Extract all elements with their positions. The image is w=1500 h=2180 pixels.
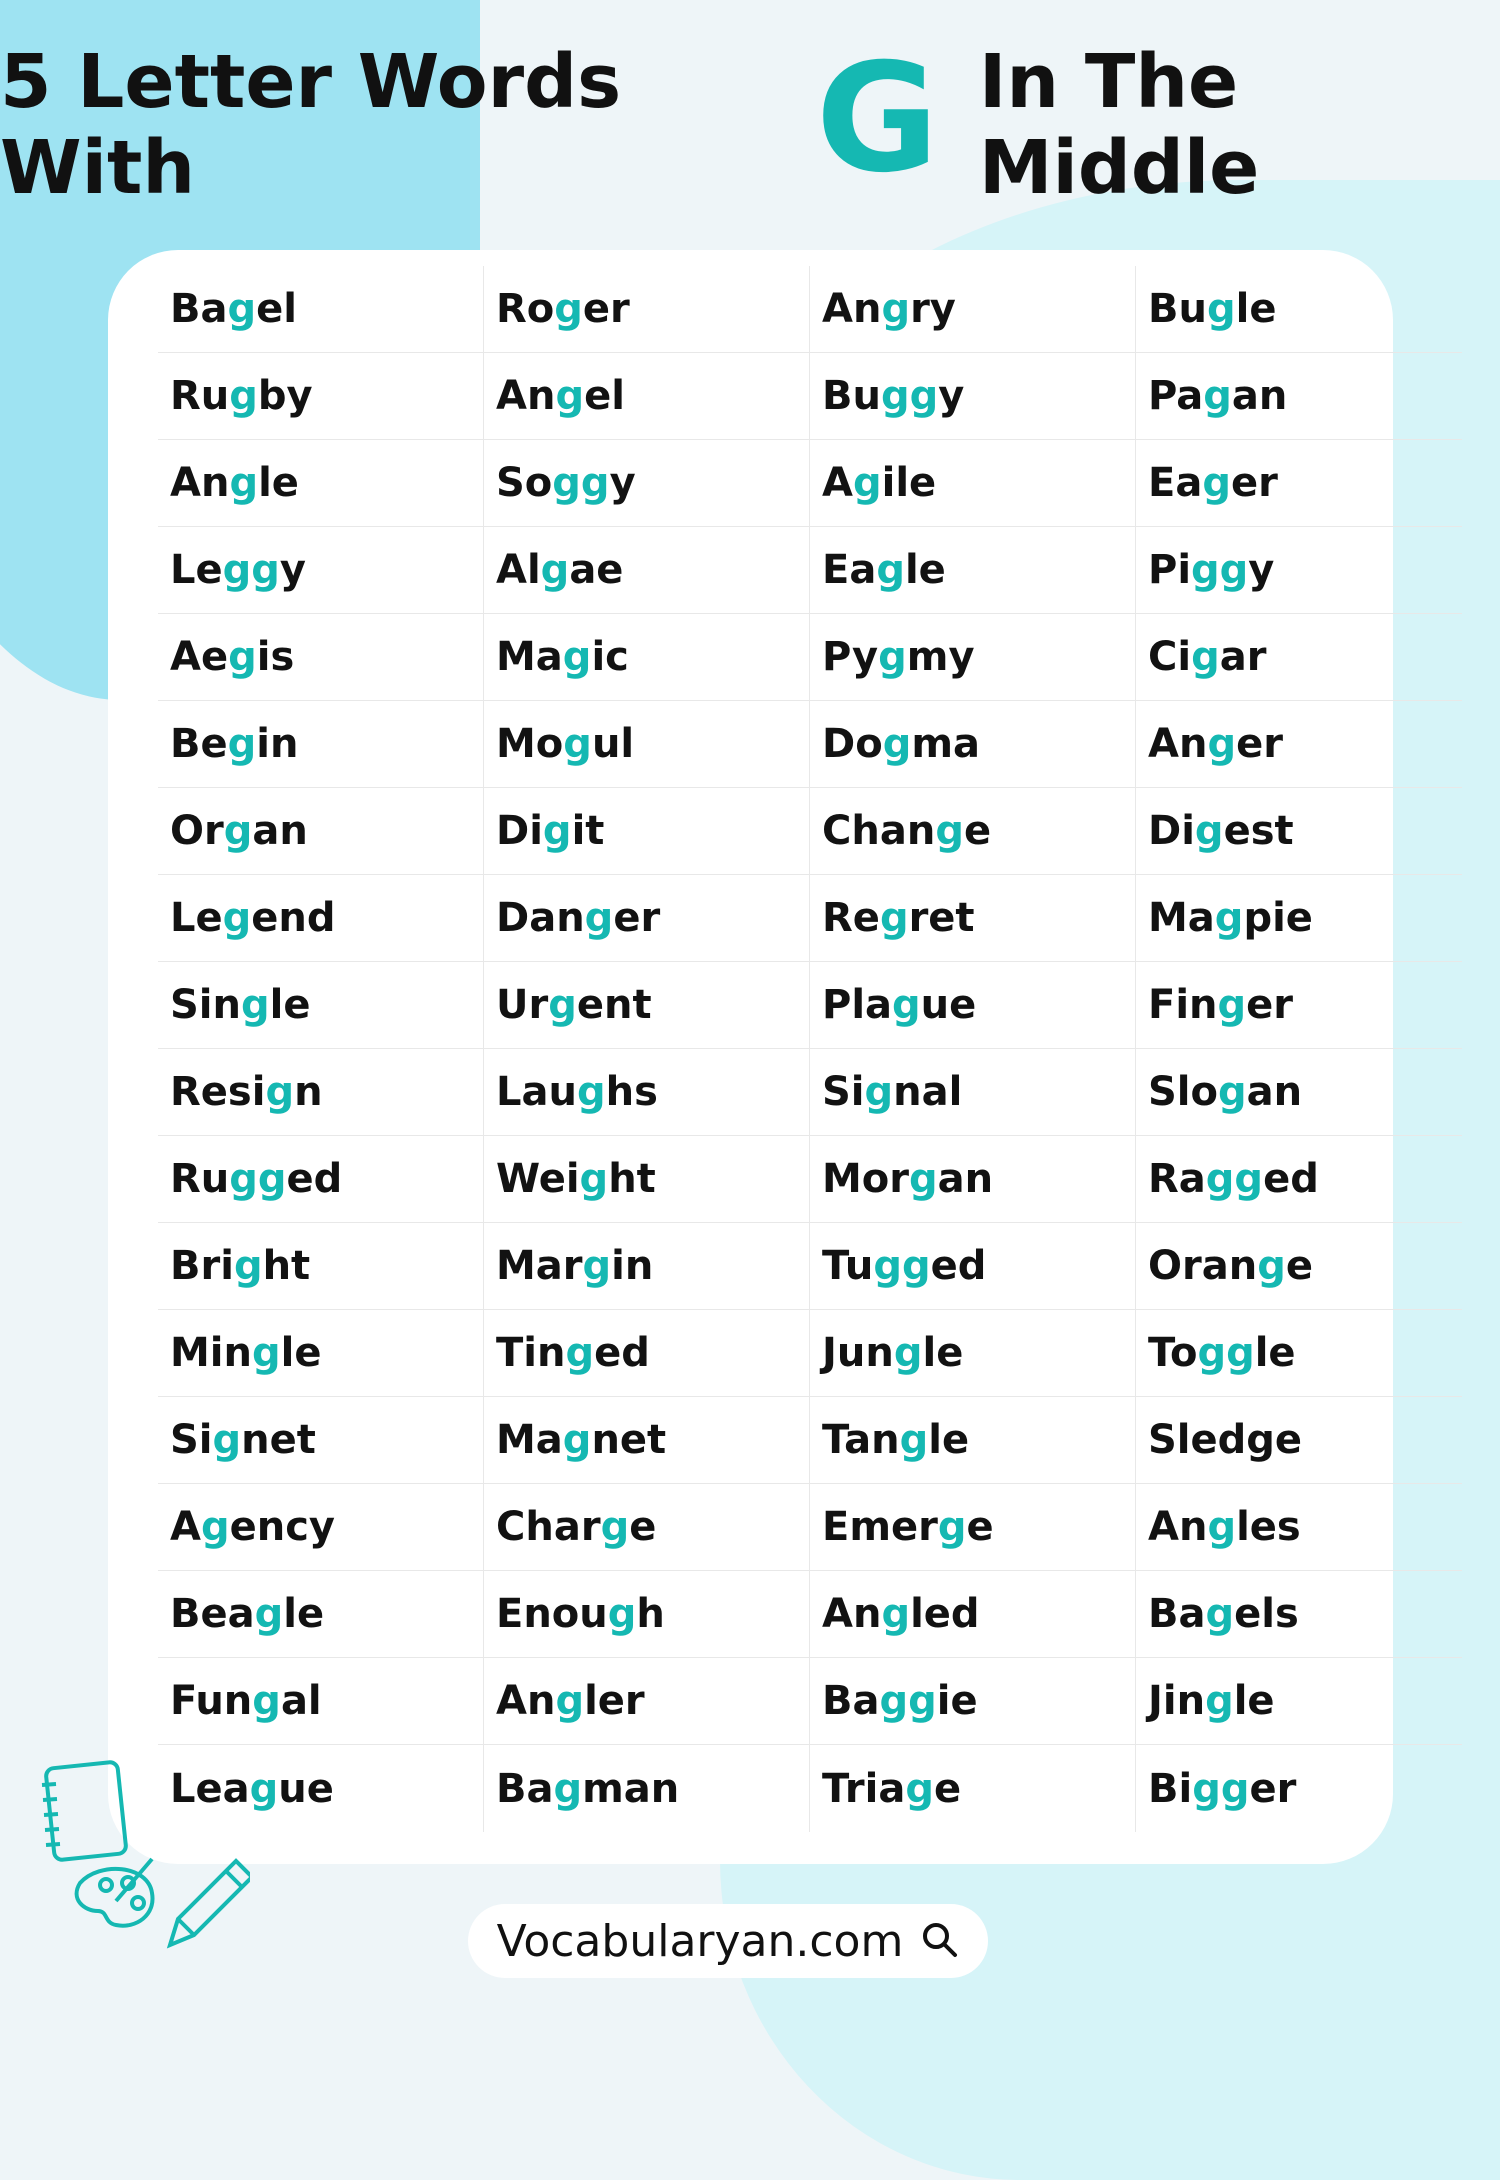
- word-prefix: Ma: [496, 1417, 563, 1463]
- word-suffix: ul: [591, 721, 635, 767]
- word-highlight: g: [1217, 982, 1247, 1028]
- word-cell: [1136, 1136, 1462, 1223]
- word-suffix: le: [269, 982, 311, 1028]
- word-prefix: Char: [496, 1504, 601, 1550]
- word-cell: [158, 701, 484, 788]
- word-cell: [810, 440, 1136, 527]
- word-prefix: Lau: [496, 1069, 577, 1115]
- word-prefix: Resi: [170, 1069, 266, 1115]
- word-highlight: g: [1214, 895, 1244, 941]
- word-prefix: Di: [496, 808, 543, 854]
- word-highlight: g: [893, 1330, 923, 1376]
- word-highlight: gg: [1205, 1156, 1264, 1202]
- word-highlight: g: [876, 547, 905, 593]
- word-highlight: g: [1257, 1243, 1286, 1289]
- word-cell: [484, 701, 810, 788]
- word-cell: [484, 875, 810, 962]
- word-prefix: Ba: [170, 286, 228, 332]
- word-cell: [484, 266, 810, 353]
- pencil-icon: [170, 1861, 250, 1945]
- word-suffix: end: [251, 895, 336, 941]
- word-prefix: Dan: [496, 895, 585, 941]
- word-highlight: g: [892, 982, 921, 1028]
- word-highlight: gg: [1192, 1765, 1250, 1812]
- word-suffix: ht: [608, 1156, 656, 1202]
- word-highlight: g: [252, 1678, 281, 1724]
- word-suffix: e: [963, 808, 992, 854]
- word-highlight: g: [584, 895, 614, 941]
- word-cell: [810, 962, 1136, 1049]
- word-highlight: g: [241, 982, 270, 1028]
- word-cell: [158, 1571, 484, 1658]
- word-suffix: le: [928, 1417, 970, 1463]
- word-cell: [1136, 440, 1462, 527]
- word-highlight: g: [881, 1591, 911, 1637]
- word-cell: [484, 1745, 810, 1832]
- word-cell: [810, 1484, 1136, 1571]
- word-highlight: g: [227, 286, 257, 332]
- word-highlight: g: [600, 1504, 630, 1550]
- word-suffix: ue: [920, 982, 977, 1028]
- word-cell: [810, 1745, 1136, 1832]
- word-suffix: in: [611, 1243, 654, 1289]
- word-highlight: g: [881, 286, 911, 332]
- word-prefix: Ro: [496, 286, 555, 332]
- footer-site-badge[interactable]: [468, 1904, 988, 1978]
- word-prefix: Lea: [170, 1765, 250, 1812]
- word-prefix: Ma: [1148, 895, 1215, 941]
- word-suffix: le: [258, 460, 299, 506]
- word-highlight: g: [565, 1330, 595, 1376]
- word-cell: [1136, 962, 1462, 1049]
- word-suffix: er: [1246, 982, 1294, 1028]
- word-cell: [484, 527, 810, 614]
- word-highlight: g: [899, 1417, 929, 1463]
- word-prefix: Do: [822, 721, 883, 767]
- word-suffix: e: [933, 1765, 962, 1812]
- word-suffix: er: [613, 895, 661, 941]
- title-suffix: In The Middle: [978, 39, 1260, 211]
- word-prefix: Le: [170, 547, 223, 593]
- word-highlight: g: [555, 1678, 585, 1724]
- word-cell: [1136, 353, 1462, 440]
- decor-icons: [20, 1755, 250, 1959]
- word-suffix: man: [582, 1765, 680, 1812]
- word-cell: [158, 1223, 484, 1310]
- word-cell: [1136, 1571, 1462, 1658]
- word-highlight: gg: [222, 547, 280, 593]
- word-prefix: Bu: [822, 373, 881, 419]
- word-highlight: g: [562, 1417, 592, 1463]
- word-suffix: ht: [262, 1243, 311, 1289]
- word-cell: [1136, 1745, 1462, 1832]
- word-suffix: e: [1285, 1243, 1313, 1289]
- word-cell: [1136, 1223, 1462, 1310]
- word-highlight: g: [1205, 1591, 1235, 1637]
- word-suffix: my: [906, 634, 975, 680]
- word-suffix: ma: [911, 721, 980, 767]
- word-highlight: g: [540, 547, 570, 593]
- word-suffix: an: [252, 808, 308, 854]
- word-highlight: gg: [1191, 547, 1249, 593]
- word-highlight: gg: [879, 1678, 937, 1724]
- word-prefix: Si: [822, 1069, 865, 1115]
- word-prefix: An: [496, 373, 556, 419]
- word-suffix: le: [1233, 1678, 1275, 1724]
- word-cell: [484, 1484, 810, 1571]
- word-cell: [1136, 527, 1462, 614]
- word-prefix: An: [496, 1678, 556, 1724]
- word-cell: [484, 1223, 810, 1310]
- word-prefix: An: [822, 286, 882, 332]
- word-prefix: Di: [1148, 808, 1195, 854]
- word-prefix: Sin: [170, 982, 241, 1028]
- word-prefix: A: [170, 1504, 201, 1550]
- word-prefix: An: [822, 1591, 882, 1637]
- word-prefix: An: [1148, 1504, 1208, 1550]
- word-highlight: g: [562, 634, 592, 680]
- word-prefix: Ru: [170, 373, 230, 419]
- word-prefix: Mar: [496, 1243, 583, 1289]
- word-cell: [810, 875, 1136, 962]
- word-highlight: g: [229, 460, 259, 506]
- word-cell: [158, 440, 484, 527]
- word-highlight: g: [200, 1504, 230, 1550]
- word-cell: [810, 1571, 1136, 1658]
- palette-icon: [77, 1859, 153, 1926]
- word-cell: [1136, 614, 1462, 701]
- word-prefix: Pi: [1148, 547, 1192, 593]
- word-prefix: Py: [822, 634, 879, 680]
- word-cell: [484, 1049, 810, 1136]
- word-highlight: g: [909, 1156, 938, 1202]
- word-suffix: ed: [930, 1243, 987, 1289]
- word-highlight: g: [563, 721, 592, 767]
- word-cell: [1136, 1658, 1462, 1745]
- word-highlight: gg: [880, 373, 939, 419]
- word-suffix: ler: [584, 1678, 645, 1724]
- word-cell: [1136, 875, 1462, 962]
- word-suffix: e: [966, 1504, 994, 1550]
- word-cell: [1136, 1310, 1462, 1397]
- word-prefix: Wei: [496, 1156, 580, 1202]
- word-cell: [810, 1223, 1136, 1310]
- word-suffix: in: [256, 721, 299, 767]
- word-highlight: g: [576, 1069, 606, 1115]
- word-cell: [484, 440, 810, 527]
- word-highlight: g: [1207, 721, 1237, 767]
- word-prefix: Ae: [170, 634, 229, 680]
- word-prefix: To: [1148, 1330, 1198, 1376]
- word-highlight: g: [228, 634, 257, 680]
- word-highlight: g: [1218, 1069, 1247, 1115]
- word-cell: [484, 1310, 810, 1397]
- word-cell: [810, 788, 1136, 875]
- word-highlight: gg: [552, 460, 610, 506]
- word-cell: [158, 527, 484, 614]
- word-cell: [158, 353, 484, 440]
- word-suffix: ret: [908, 895, 975, 941]
- word-highlight: g: [1202, 460, 1231, 506]
- title-letter: G: [815, 32, 939, 206]
- word-highlight: g: [1203, 373, 1232, 419]
- word-prefix: Pla: [822, 982, 893, 1028]
- word-prefix: Ba: [1148, 1591, 1206, 1637]
- word-highlight: g: [553, 1765, 583, 1812]
- word-highlight: g: [1207, 1504, 1237, 1550]
- word-suffix: el: [256, 286, 297, 332]
- word-suffix: le: [1254, 1330, 1296, 1376]
- word-suffix: an: [1246, 1069, 1303, 1115]
- word-suffix: an: [937, 1156, 994, 1202]
- word-cell: [158, 1136, 484, 1223]
- word-highlight: gg: [1197, 1330, 1255, 1376]
- word-highlight: g: [935, 808, 964, 854]
- word-highlight: g: [1205, 1678, 1234, 1724]
- word-prefix: Al: [496, 547, 541, 593]
- word-prefix: Min: [170, 1330, 252, 1376]
- word-suffix: nal: [893, 1069, 963, 1115]
- word-highlight: g: [1194, 808, 1224, 854]
- notebook-icon: [42, 1761, 127, 1860]
- word-cell: [810, 1136, 1136, 1223]
- word-prefix: Mor: [822, 1156, 910, 1202]
- page-title: [0, 32, 1500, 211]
- word-prefix: Tin: [496, 1330, 566, 1376]
- word-cell: [810, 1310, 1136, 1397]
- word-suffix: y: [609, 460, 636, 506]
- word-prefix: So: [496, 460, 553, 506]
- word-cell: [810, 1397, 1136, 1484]
- word-cell: [1136, 1484, 1462, 1571]
- word-prefix: Ru: [170, 1156, 230, 1202]
- word-suffix: ed: [1263, 1156, 1319, 1202]
- word-suffix: le: [904, 547, 946, 593]
- word-prefix: Fin: [1148, 982, 1218, 1028]
- search-icon[interactable]: [919, 1919, 959, 1963]
- word-highlight: g: [879, 895, 909, 941]
- word-highlight: g: [1206, 286, 1236, 332]
- word-cell: [484, 1397, 810, 1484]
- word-suffix: est: [1223, 808, 1294, 854]
- word-suffix: is: [256, 634, 295, 680]
- word-cell: [158, 266, 484, 353]
- word-prefix: Ra: [1148, 1156, 1206, 1202]
- word-suffix: er: [1236, 721, 1283, 767]
- word-highlight: gg: [873, 1243, 931, 1289]
- word-prefix: Be: [170, 721, 228, 767]
- word-cell: [484, 962, 810, 1049]
- word-suffix: le: [283, 1591, 325, 1637]
- word-list-card: [108, 250, 1393, 1864]
- word-suffix: it: [571, 808, 605, 854]
- word-prefix: Emer: [822, 1504, 938, 1550]
- word-cell: [810, 527, 1136, 614]
- word-suffix: n: [294, 1069, 323, 1115]
- word-highlight: g: [554, 286, 583, 332]
- word-suffix: h: [636, 1591, 665, 1637]
- word-cell: [484, 353, 810, 440]
- word-highlight: g: [229, 373, 258, 419]
- word-cell: [484, 1136, 810, 1223]
- word-cell: [484, 1658, 810, 1745]
- word-suffix: le: [280, 1330, 322, 1376]
- title-prefix: 5 Letter Words With: [0, 39, 622, 211]
- word-suffix: le: [922, 1330, 964, 1376]
- word-suffix: y: [279, 547, 306, 593]
- word-cell: [158, 788, 484, 875]
- word-cell: [158, 1397, 484, 1484]
- word-suffix: led: [910, 1591, 980, 1637]
- word-suffix: pie: [1243, 895, 1313, 941]
- word-cell: [484, 614, 810, 701]
- word-highlight: g: [542, 808, 572, 854]
- word-suffix: les: [1236, 1504, 1301, 1550]
- word-prefix: Chan: [822, 808, 936, 854]
- word-prefix: Tu: [822, 1243, 874, 1289]
- word-suffix: ic: [591, 634, 629, 680]
- word-prefix: An: [1148, 721, 1208, 767]
- word-grid: [158, 266, 1462, 1832]
- word-prefix: Bi: [1148, 1765, 1193, 1812]
- word-highlight: g: [249, 1765, 279, 1812]
- footer-site-text[interactable]: Vocabularyan.com: [496, 1915, 904, 1967]
- word-suffix: le: [1235, 286, 1277, 332]
- word-prefix: Ba: [822, 1678, 880, 1724]
- word-prefix: Ea: [1148, 460, 1203, 506]
- word-prefix: Re: [822, 895, 880, 941]
- word-suffix: ae: [569, 547, 624, 593]
- word-highlight: g: [222, 895, 252, 941]
- word-cell: [1136, 788, 1462, 875]
- word-suffix: er: [1249, 1765, 1297, 1812]
- word-prefix: Ba: [496, 1765, 554, 1812]
- word-prefix: Le: [170, 895, 223, 941]
- word-prefix: Jin: [1148, 1678, 1206, 1724]
- word-prefix: Jun: [822, 1330, 894, 1376]
- word-prefix: Si: [170, 1417, 213, 1463]
- word-highlight: g: [233, 1243, 263, 1289]
- word-cell: [1136, 1049, 1462, 1136]
- word-cell: [810, 1658, 1136, 1745]
- word-prefix: Oran: [1148, 1243, 1258, 1289]
- word-prefix: Tan: [822, 1417, 900, 1463]
- word-suffix: ent: [576, 982, 652, 1028]
- word-cell: [484, 788, 810, 875]
- word-highlight: g: [1191, 634, 1220, 680]
- word-suffix: ue: [278, 1765, 334, 1812]
- word-highlight: g: [937, 1504, 967, 1550]
- word-suffix: by: [257, 373, 313, 419]
- word-cell: [1136, 1397, 1462, 1484]
- word-highlight: g: [265, 1069, 295, 1115]
- word-suffix: net: [241, 1417, 316, 1463]
- word-cell: [158, 1310, 484, 1397]
- word-cell: [810, 1049, 1136, 1136]
- word-prefix: Bea: [170, 1591, 255, 1637]
- word-suffix: y: [1248, 547, 1275, 593]
- word-highlight: g: [905, 1765, 934, 1812]
- word-prefix: Enou: [496, 1591, 608, 1637]
- word-prefix: Ma: [496, 634, 563, 680]
- word-cell: [158, 614, 484, 701]
- word-highlight: g: [864, 1069, 894, 1115]
- word-highlight: gg: [229, 1156, 287, 1202]
- word-prefix: Or: [170, 808, 224, 854]
- word-highlight: g: [582, 1243, 612, 1289]
- word-highlight: g: [852, 460, 882, 506]
- word-suffix: ry: [910, 286, 956, 332]
- word-prefix: Bu: [1148, 286, 1207, 332]
- word-suffix: ie: [936, 1678, 978, 1724]
- word-prefix: Ci: [1148, 634, 1192, 680]
- word-cell: [810, 266, 1136, 353]
- word-cell: [158, 1049, 484, 1136]
- word-highlight: g: [878, 634, 907, 680]
- word-suffix: y: [938, 373, 965, 419]
- word-highlight: g: [882, 721, 912, 767]
- word-highlight: g: [212, 1417, 242, 1463]
- word-cell: [810, 353, 1136, 440]
- word-prefix: Pa: [1148, 373, 1204, 419]
- word-prefix: Mo: [496, 721, 564, 767]
- word-suffix: er: [582, 286, 630, 332]
- word-suffix: net: [591, 1417, 667, 1463]
- word-suffix: els: [1234, 1591, 1299, 1637]
- word-cell: [810, 614, 1136, 701]
- word-prefix: A: [822, 460, 853, 506]
- word-prefix: Ur: [496, 982, 549, 1028]
- word-highlight: g: [227, 721, 257, 767]
- word-prefix: Bri: [170, 1243, 234, 1289]
- word-suffix: ile: [881, 460, 937, 506]
- word-suffix: an: [1231, 373, 1288, 419]
- word-prefix: An: [170, 460, 230, 506]
- word-highlight: g: [607, 1591, 637, 1637]
- word-highlight: g: [579, 1156, 609, 1202]
- word-highlight: g: [254, 1591, 284, 1637]
- word-suffix: e: [629, 1504, 657, 1550]
- word-cell: [810, 701, 1136, 788]
- word-suffix: ed: [594, 1330, 650, 1376]
- word-cell: [158, 962, 484, 1049]
- word-suffix: er: [1230, 460, 1278, 506]
- word-prefix: Fun: [170, 1678, 253, 1724]
- word-cell: [158, 1484, 484, 1571]
- word-suffix: el: [584, 373, 625, 419]
- word-suffix: ar: [1219, 634, 1267, 680]
- word-highlight: g: [223, 808, 253, 854]
- word-suffix: hs: [605, 1069, 658, 1115]
- word-cell: [158, 1658, 484, 1745]
- word-suffix: ency: [229, 1504, 335, 1550]
- word-highlight: g: [555, 373, 585, 419]
- word-cell: [1136, 266, 1462, 353]
- word-prefix: Ea: [822, 547, 877, 593]
- word-suffix: al: [280, 1678, 322, 1724]
- word-highlight: g: [548, 982, 577, 1028]
- word-prefix: Tria: [822, 1765, 906, 1812]
- word-prefix: Slo: [1148, 1069, 1218, 1115]
- word-cell: [1136, 701, 1462, 788]
- word-highlight: g: [252, 1330, 281, 1376]
- word-prefix: Sledge: [1148, 1417, 1303, 1463]
- word-suffix: ed: [286, 1156, 343, 1202]
- word-cell: [484, 1571, 810, 1658]
- word-cell: [158, 875, 484, 962]
